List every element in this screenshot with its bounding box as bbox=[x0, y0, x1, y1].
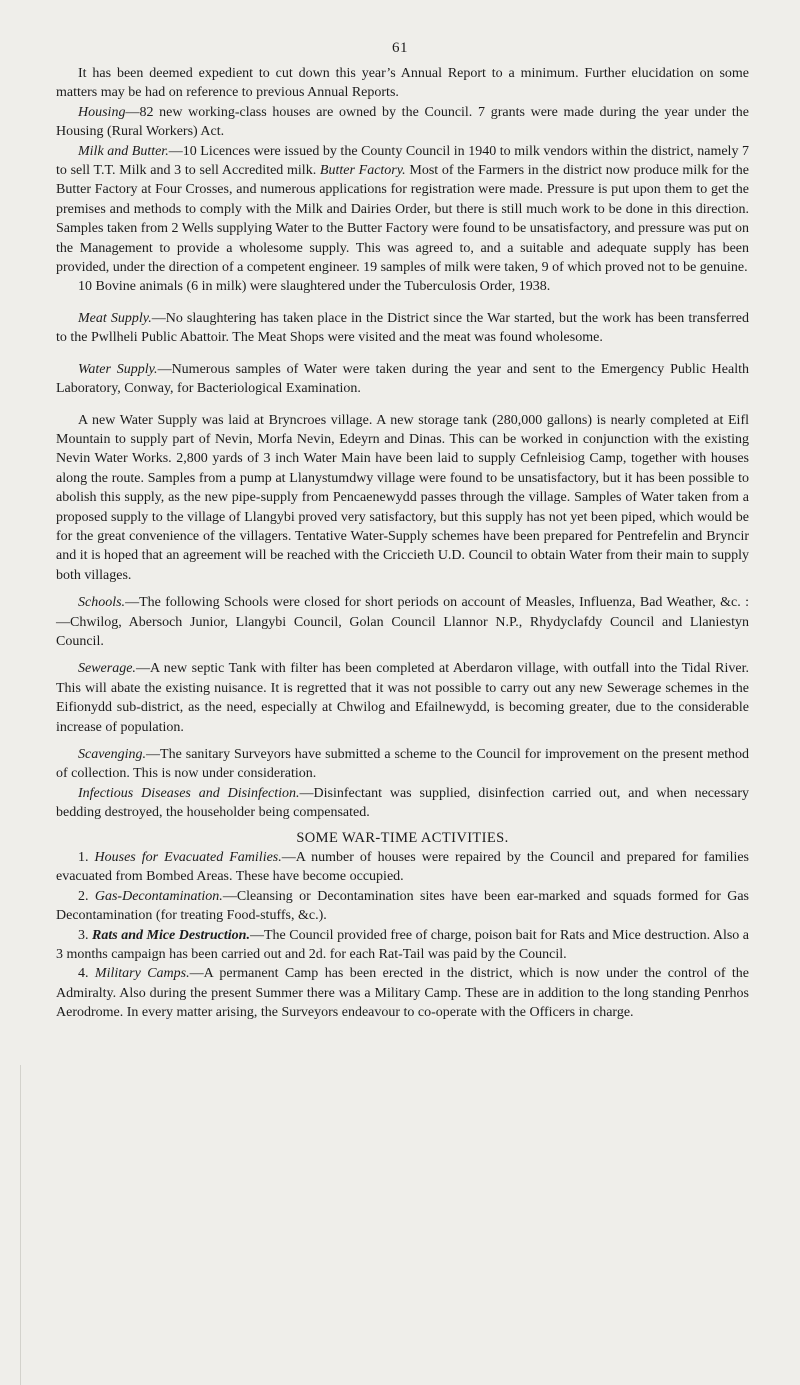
section-title: SOME WAR-TIME ACTIVITIES. bbox=[296, 829, 509, 846]
scavenging-paragraph bbox=[56, 745, 749, 784]
housing-heading: Housing bbox=[78, 104, 126, 120]
item-text: —A permanent Camp has been erected in the district, which is now under the control of the Admiralty. Also during the present Summer there was a Military Camp. These are in addition to the long standing Penrhos Aerodrome. In every matter arising, the Surveyors endeavour to co-operate with the Officers in charge. bbox=[56, 966, 750, 1021]
list-item bbox=[56, 848, 749, 887]
bovine-text: 10 Bovine animals (6 in milk) were slaughtered under the Tuberculosis Order, 1938. bbox=[78, 279, 551, 295]
sewerage-heading: Sewerage. bbox=[78, 661, 136, 677]
item-heading: Gas-Decontamination. bbox=[94, 888, 223, 904]
milk-paragraph bbox=[56, 142, 749, 278]
milk-text-2: Most of the Farmers in the district now produce milk for the Butter Factory at Four Crosses, and numerous applications for registration were made. Pressure is put upon them to get the premises and methods to comply with the Milk and Dairies Order, but there is still much work to be done in this direction. Samples taken from 2 Wells supplying Water to the Butter Factory were found to be unsatisfactory, and pressure was put on the Management to provide a wholesome supply. This was agreed to, and a suitable and adequate supply has been provided, under the direction of a competent engineer. 19 samples of milk were taken, 9 of which proved not to be genuine. bbox=[56, 163, 749, 276]
sewerage-paragraph bbox=[56, 659, 749, 737]
meat-heading: Meat Supply. bbox=[78, 310, 152, 326]
housing-text: —82 new working-class houses are owned by the Council. 7 grants were made during the year under the Housing (Rural Workers) Act. bbox=[56, 104, 749, 140]
water-heading: Water Supply. bbox=[78, 361, 158, 377]
item-number: 3. bbox=[78, 927, 89, 943]
item-text: —The Council provided free of charge, poison bait for Rats and Mice destruction. Also a 3 months campaign has been carried out and 2d. for each Rat-Tail was paid by the Council. bbox=[56, 927, 750, 963]
water-paragraph bbox=[56, 360, 749, 399]
scavenging-heading: Scavenging. bbox=[78, 747, 147, 762]
scavenging-text: —The sanitary Surveyors have submitted a scheme to the Council for improvement on the present method of collection. This is now under consideration. bbox=[56, 747, 749, 782]
item-text: —Cleansing or Decontamination sites have been ear-marked and squads formed for Gas Decontamination (for treating Food-stuffs, &c.). bbox=[56, 888, 749, 924]
item-heading: Rats and Mice Destruction. bbox=[92, 927, 250, 943]
water-text: —Numerous samples of Water were taken during the year and sent to the Emergency Public Health Laboratory, Conway, for Bacteriological Examination. bbox=[56, 361, 749, 397]
report-body bbox=[56, 64, 749, 1023]
water-detail-paragraph bbox=[56, 411, 749, 586]
milk-text-1: —10 Licences were issued by the County Council in 1940 to milk vendors within the district, namely 7 to sell T.T. Milk and 3 to sell Accredited milk. bbox=[56, 143, 749, 179]
infectious-heading: Infectious Diseases and Disinfection. bbox=[78, 785, 300, 801]
schools-paragraph bbox=[56, 593, 749, 651]
meat-paragraph bbox=[56, 309, 749, 348]
item-heading: Houses for Evacuated Families. bbox=[94, 850, 282, 866]
item-heading: Military Camps. bbox=[94, 966, 190, 982]
list-item bbox=[56, 964, 749, 1022]
margin-rule bbox=[20, 1065, 21, 1385]
infectious-paragraph bbox=[56, 784, 749, 823]
infectious-text: —Disinfectant was supplied, disinfection carried out, and when necessary bedding destroyed, the householder being compensated. bbox=[56, 785, 749, 821]
schools-text: —The following Schools were closed for short periods on account of Measles, Influenza, Bad Weather, &c. :—Chwilog, Abersoch Junior, Llangybi Council, Golan Council Llannor N.P., Rhydyclafdy Council and Llaniestyn Council. bbox=[56, 595, 749, 649]
item-text: —A number of houses were repaired by the Council and prepared for families evacuated from Bombed Areas. These have become occupied. bbox=[56, 850, 750, 885]
intro-paragraph bbox=[56, 64, 749, 103]
sewerage-text: —A new septic Tank with filter has been completed at Aberdaron village, with outfall into the Tidal River. This will abate the existing nuisance. It is regretted that it was not possible to carry out any new Sewerage schemes in the Eifionydd sub-district, as the need, especially at Chwilog and Efailnewydd, is becoming greater, due to the considerable increase of population. bbox=[56, 661, 749, 735]
schools-heading: Schools. bbox=[78, 595, 126, 611]
item-number: 2. bbox=[78, 888, 89, 904]
meat-text: —No slaughtering has taken place in the District since the War started, but the work has been transferred to the Pwllheli Public Abattoir. The Meat Shops were visited and the meat was found wholesome. bbox=[56, 310, 749, 346]
page-number: 61 bbox=[392, 40, 408, 56]
milk-heading: Milk and Butter. bbox=[78, 143, 169, 159]
item-number: 4. bbox=[78, 966, 89, 982]
water-detail-text: A new Water Supply was laid at Bryncroes village. A new storage tank (280,000 gallons) is nearly completed at Eifl Mountain to supply part of Nevin, Morfa Nevin, Edeyrn and Dinas. This can be worked in conjunction with the existing Nevin Water Works. 2,800 yards of 3 inch Water Main have been laid to supply Cefnleisiog Camp, together with houses along the route. Samples from a pump at Llanystumdwy village were found to be unsatisfactory, but it has been possible to abolish this supply, as the new pipe-supply from Pencaenewydd passes through the village. Samples of Water taken from a proposed supply to the village of Llangybi proved very satisfactory, but this supply has not yet been piped, which would be for the great convenience of the villagers. Tentative Water-Supply schemes have been prepared for Pentrefelin and Bryncir and it is hoped that an agreement will be reached with the Criccieth U.D. Council to obtain Water from their main to supply both villages. bbox=[56, 412, 749, 583]
list-item bbox=[56, 926, 749, 965]
butter-factory-heading: Butter Factory. bbox=[319, 163, 406, 179]
list-item bbox=[56, 887, 749, 926]
bovine-paragraph bbox=[56, 277, 749, 296]
housing-paragraph bbox=[56, 103, 749, 142]
item-number: 1. bbox=[78, 850, 89, 866]
intro-text: It has been deemed expedient to cut down this year’s Annual Report to a minimum. Further elucidation on some matters may be had on reference to previous Annual Reports. bbox=[56, 66, 749, 101]
